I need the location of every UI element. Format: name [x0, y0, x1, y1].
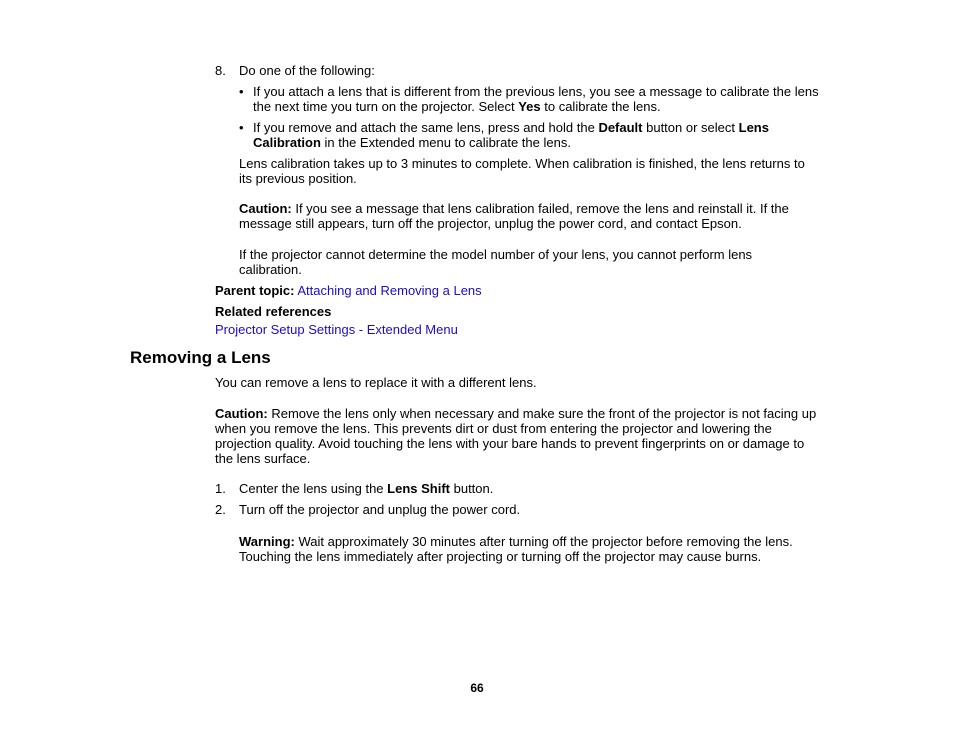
step-number: 1. — [215, 481, 226, 496]
caution-note: Caution: Remove the lens only when necessary and make sure the front of the projector is not facing up when you remove the lens. This prevents dirt or dust from entering the projector and lowering the projection quality. Avoid touching the lens with your bare hands to prevent fingerprints on or damage to the lens surface. — [215, 406, 817, 466]
step-text: Do one of the following: — [239, 63, 375, 78]
bullet-item: If you attach a lens that is different from the previous lens, you see a message to calibrate the lens the next time you turn on the projector. Select Yes to calibrate the lens. — [253, 84, 819, 114]
related-reference-link[interactable]: Projector Setup Settings - Extended Menu — [215, 322, 458, 337]
section-intro: You can remove a lens to replace it with a different lens. — [215, 375, 537, 390]
model-note: If the projector cannot determine the model number of your lens, you cannot perform lens calibration. — [239, 247, 753, 277]
step-number: 8. — [215, 63, 226, 78]
bullet-icon: • — [239, 120, 244, 135]
bullet-icon: • — [239, 84, 244, 99]
bullet-item: If you remove and attach the same lens, press and hold the Default button or select Lens Calibration in the Extended menu to calibrate the lens. — [253, 120, 769, 150]
caution-note: Caution: If you see a message that lens calibration failed, remove the lens and reinstall it. If the message still appears, turn off the projector, unplug the power cord, and contact Epson. — [239, 201, 789, 231]
page-number: 66 — [470, 681, 484, 695]
related-heading: Related references — [215, 304, 332, 319]
parent-topic: Parent topic: Attaching and Removing a Lens — [215, 283, 482, 298]
step-text: Center the lens using the Lens Shift button. — [239, 481, 494, 496]
section-title: Removing a Lens — [130, 348, 271, 367]
step-number: 2. — [215, 502, 226, 517]
warning-note: Warning: Wait approximately 30 minutes after turning off the projector before removing the lens. Touching the lens immediately after projecting or turning off the projector may cause burns. — [239, 534, 793, 564]
step-text: Turn off the projector and unplug the power cord. — [239, 502, 521, 517]
related-item — [215, 322, 458, 337]
calibration-note: Lens calibration takes up to 3 minutes to complete. When calibration is finished, the lens returns to its previous position. — [239, 156, 805, 186]
parent-topic-link[interactable]: Attaching and Removing a Lens — [297, 283, 482, 298]
